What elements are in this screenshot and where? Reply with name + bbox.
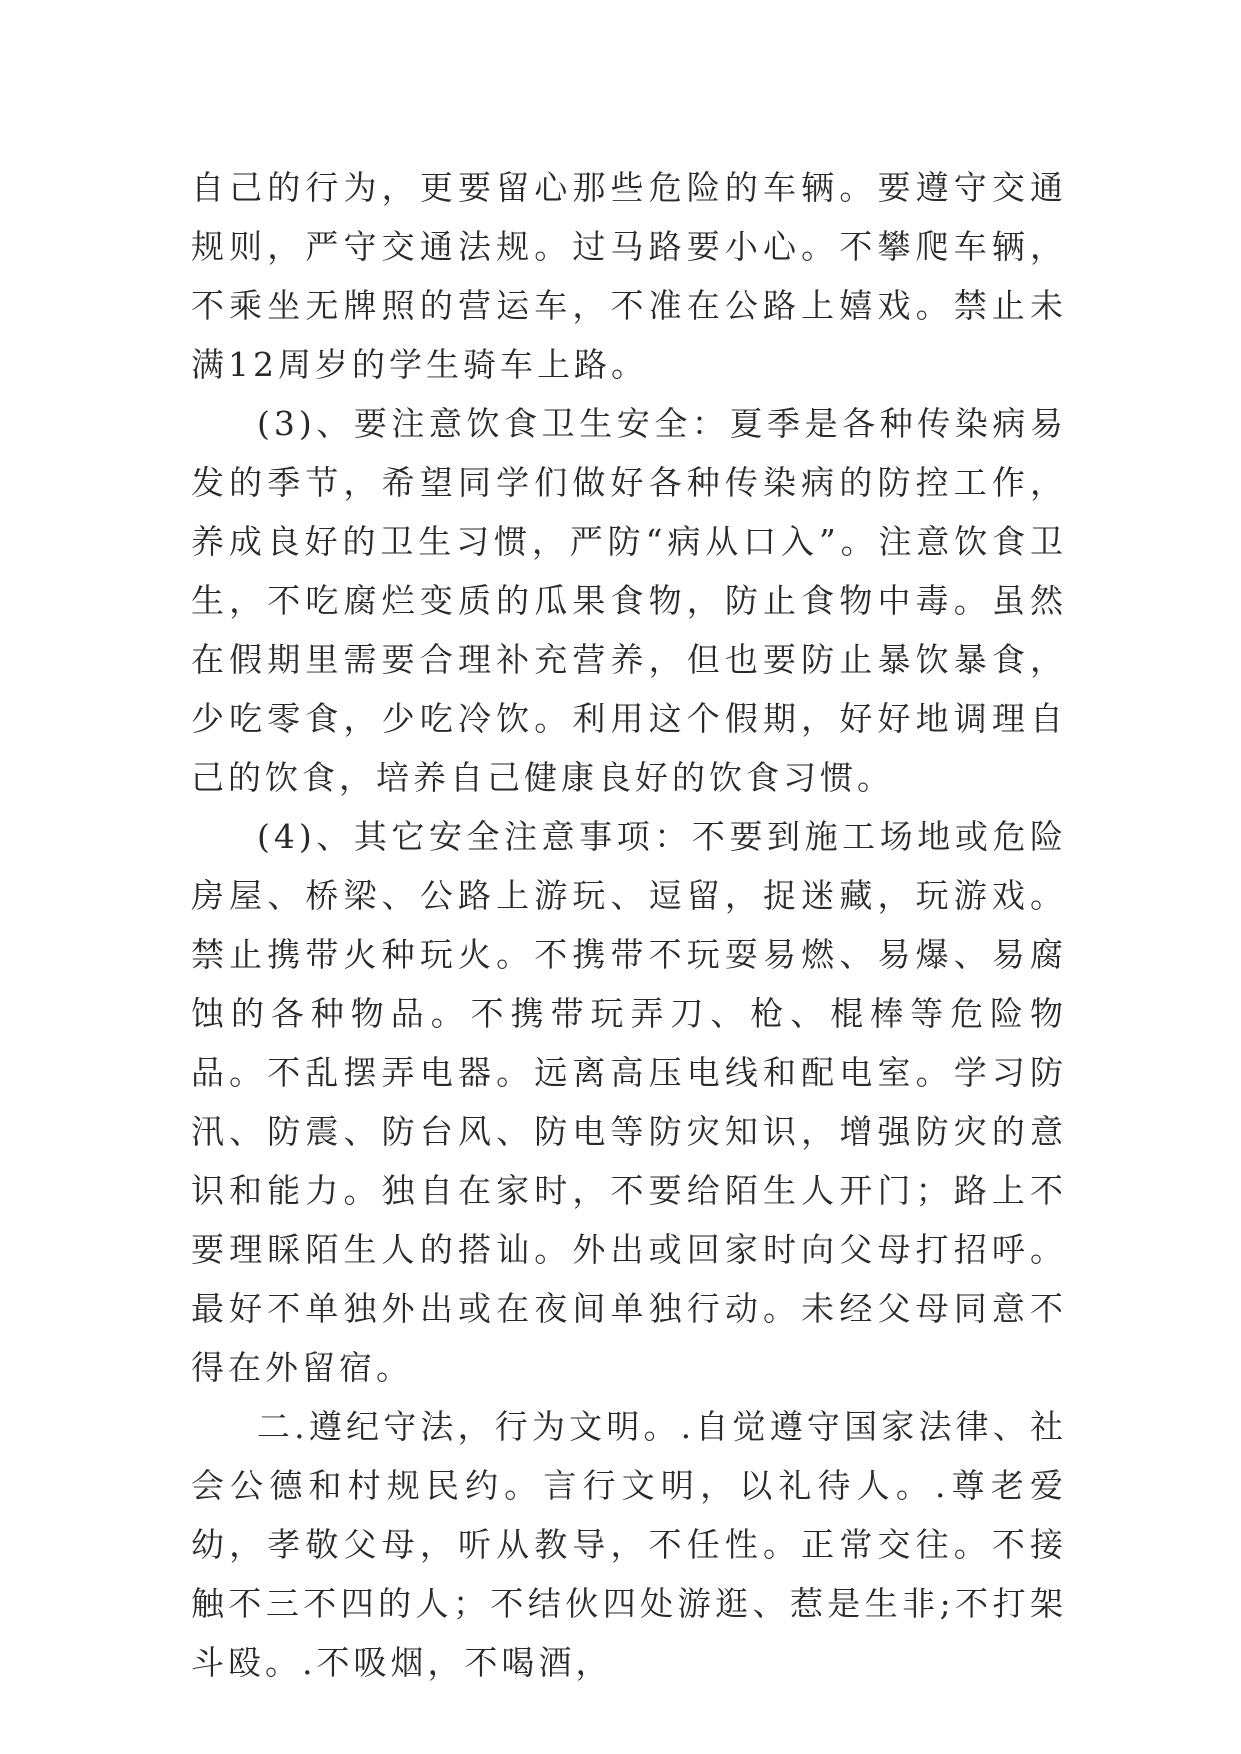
paragraph-food-safety: (3)、要注意饮食卫生安全：夏季是各种传染病易发的季节，希望同学们做好各种传染病的防控工作，养成良好的卫生习惯，严防“病从口入”。注意饮食卫生，不吃腐烂变质的瓜果食物，防止食物中毒。虽然在假期里需要合理补充营养，但也要防止暴饮暴食，少吃零食，少吃冷饮。利用这个假期，好好地调理自己的饮食，培养自己健康良好的饮食习惯。 bbox=[191, 404, 1067, 797]
document-body bbox=[191, 158, 1067, 1692]
paragraph-other-safety: (4)、其它安全注意事项：不要到施工场地或危险房屋、桥梁、公路上游玩、逗留，捉迷藏，玩游戏。禁止携带火种玩火。不携带不玩耍易燃、易爆、易腐蚀的各种物品。不携带玩弄刀、枪、棍棒等危险物品。不乱摆弄电器。远离高压电线和配电室。学习防汛、防震、防台风、防电等防灾知识，增强防灾的意识和能力。独自在家时，不要给陌生人开门；路上不要理睬陌生人的搭讪。外出或回家时向父母打招呼。最好不单独外出或在夜间单独行动。未经父母同意不得在外留宿。 bbox=[191, 817, 1067, 1387]
paragraph-traffic-safety: 自己的行为，更要留心那些危险的车辆。要遵守交通规则，严守交通法规。过马路要小心。不攀爬车辆，不乘坐无牌照的营运车，不准在公路上嬉戏。禁止未满12周岁的学生骑车上路。 bbox=[191, 168, 1067, 384]
paragraph-law-abiding: 二.遵纪守法，行为文明。.自觉遵守国家法律、社会公德和村规民约。言行文明，以礼待人。.尊老爱幼，孝敬父母，听从教导，不任性。正常交往。不接触不三不四的人；不结伙四处游逛、惹是生非;不打架斗殴。.不吸烟，不喝酒， bbox=[191, 1407, 1067, 1682]
